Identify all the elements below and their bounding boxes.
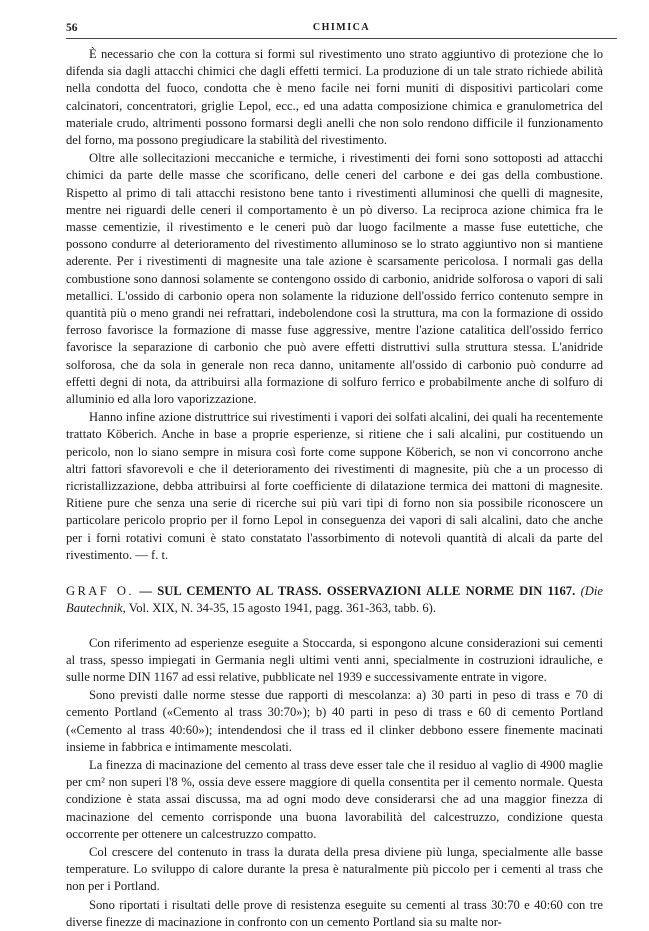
article-heading (66, 583, 603, 617)
paragraph: La finezza di macinazione del cemento al trass deve esser tale che il residuo al vaglio di 4900 maglie per cm² non superi l'8 %, ossia deve essere maggiore di quella consentita per il cemento normale. Questa condizione è stata assai discussa, ma ad ogni modo deve considerarsi che ad una maggior finezza di macinazione del cemento corrisponde una buona lavorabilità del calcestruzzo, condizione questa occorrente per ottenere un calcestruzzo compatto. (66, 757, 603, 841)
paragraph: Sono riportati i risultati delle prove di resistenza eseguite su cementi al trass 30:70 e 40:60 con tre diverse finezze di macinazione in confronto con un cemento Portland sia su malte nor- (66, 897, 603, 929)
article-citation: Vol. XIX, N. 34-35, 15 agosto 1941, pagg. 361-363, tabb. 6). (128, 601, 436, 616)
paragraph: Oltre alle sollecitazioni meccaniche e termiche, i rivestimenti dei forni sono sottoposti ad attacchi chimici da parte delle masse che scorificano, delle ceneri del carbone e dei gas della combustione. Rispetto al primo di tali attacchi resistono bene tanto i rivestimenti alluminosi che quelli di magnesite, mentre nei riguardi delle ceneri il comportamento è un pò diverso. La reciproca azione chimica fra le masse cementizie, il rivestimento e le ceneri può dar luogo facilmente a masse fuse eutettiche, che possono condurre al deterioramento del rivestimento alluminoso se lo strato aggiuntivo non si mantiene aderente. Per i rivestimenti di magnesite una tale azione è scarsamente pericolosa. I normali gas della combustione sono dannosi solamente se contengono ossido di carbonio, anidride solforosa o vapori di sali metallici. L'ossido di carbonio opera non solamente la riduzione dell'ossido ferrico contenuto sempre in quantità più o meno grandi nei refrattari, indebolendone così la struttura, ma con la formazione di ossido ferroso favorisce la formazione di masse fuse aggressive, mentre l'azione catalitica dell'ossido ferrico favorisce la separazione di carbonio che può avere effetti distruttivi sulla struttura stessa. L'anidride solforosa, che da sola in generale non reca danno, unitamente all'ossido di carbonio può condurre ad effetti degni di nota, da attribuirsi alla formazione di solfuro ferrico e probabilmente anche di solfuro di alluminio ed alla loro vaporizzazione. (66, 151, 603, 407)
page-number: 56 (66, 22, 78, 34)
body-text (66, 46, 603, 931)
article-title: — SUL CEMENTO AL TRASS. OSSERVAZIONI ALLE NORME DIN 1167. (139, 584, 576, 599)
paragraph: Hanno infine azione distruttrice sui rivestimenti i vapori dei solfati alcalini, dei quali ha recentemente trattato Köberich. Anche in base a proprie esperienze, si ritiene che i sali alcalini, pur costituendo un pericolo, non lo siano sempre in misura così forte come suppone Köberich, se non vi concorrono anche altri fattori sfavorevoli e che il deterioramento dei rivestimenti di magnesite, più che a un processo di ricristallizzazione, debba attribuirsi al forte coefficiente di dilatazione termica dei mattoni di magnesite. Ritiene pure che senza una serie di ricerche sui più vari tipi di forno non sia possibile riconoscere un particolare pericolo proprio per il forno Lepol in conseguenza dei vapori di sali alcalini, dato che anche per i forni rotativi comuni è stato constatato l'assorbimento di notevoli quantità di alcali da parte del rivestimento. — f. t. (66, 410, 603, 562)
paragraph: Sono previsti dalle norme stesse due rapporti di mescolanza: a) 30 parti in peso di trass e 70 di cemento Portland («Cemento al trass 30:70»); b) 40 parti in peso di trass e 60 di cemento Portland («Cemento al trass 40:60»); intendendosi che il trass ed il clinker debbono essere finemente macinati insieme in fabbrica e intimamente mescolati. (66, 688, 603, 754)
paragraph: È necessario che con la cottura si formi sul rivestimento uno strato aggiuntivo di protezione che lo difenda sia dagli attacchi chimici che dagli effetti termici. La produzione di un tale strato richiede abilità nella condotta del fuoco, condotta che è meno facile nei forni muniti di dispositivi particolari come calcinatori, concentratori, griglie Lepol, ecc., ed una adatta composizione chimica e granulometrica del materiale crudo, altrimenti possono formarsi degli anelli che non solo rendono difficile il funzionamento del forno, ma possono pregiudicare la stabilità del rivestimento. (66, 47, 603, 148)
article-author: GRAF O. (66, 584, 134, 599)
running-title: CHIMICA (312, 22, 371, 33)
header-rule (66, 38, 617, 39)
paragraph: Con riferimento ad esperienze eseguite a Stoccarda, si espongono alcune considerazioni sui cementi al trass, spesso impiegati in Germania negli ultimi venti anni, specialmente in costruzioni idrauliche, e sulle norme DIN 1167 ad essi relative, pubblicate nel 1939 e successivamente entrate in vigore. (66, 635, 603, 684)
paragraph: Col crescere del contenuto in trass la durata della presa diviene più lunga, specialmente alle basse temperature. Lo sviluppo di calore durante la presa è naturalmente più piccolo per i cementi al trass che non per i Portland. (66, 844, 603, 894)
article-journal: (Die Bautechnik, (66, 584, 603, 616)
page-header (66, 22, 617, 38)
